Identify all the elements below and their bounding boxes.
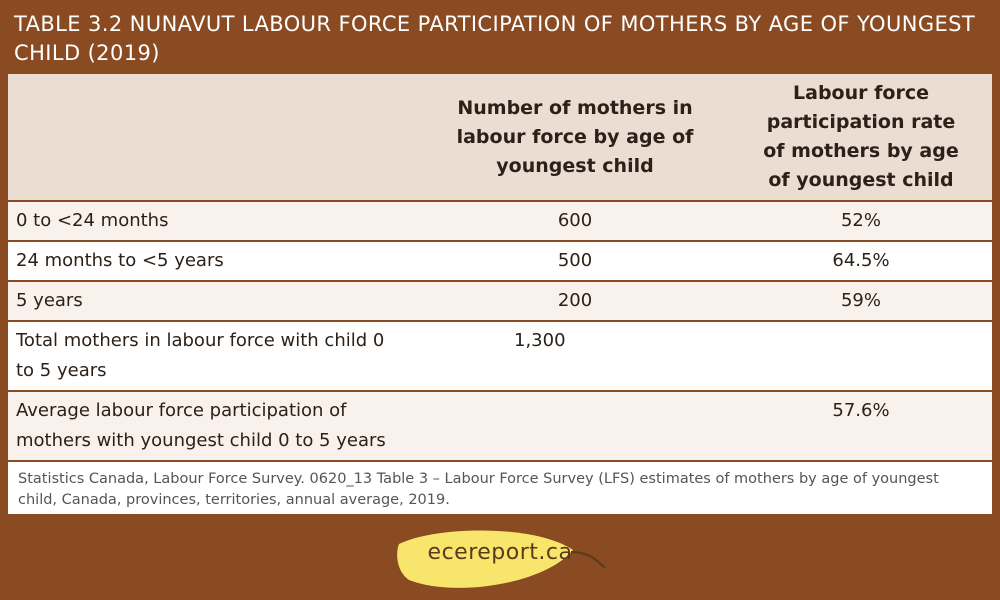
table-row	[8, 241, 992, 281]
header-cell-rate	[730, 74, 992, 201]
row-label: 24 months to <5 years	[8, 241, 420, 281]
data-table	[8, 74, 992, 460]
brand-text: ecereport.ca	[427, 540, 573, 565]
header-row	[8, 74, 992, 201]
row-rate: 57.6%	[730, 391, 992, 460]
brand-logo[interactable]	[395, 524, 615, 596]
table-row	[8, 201, 992, 241]
row-number: 500	[420, 241, 730, 281]
table-row	[8, 281, 992, 321]
row-label: 5 years	[8, 281, 420, 321]
row-rate: 52%	[730, 201, 992, 241]
header-cell-number	[420, 74, 730, 201]
row-rate: 64.5%	[730, 241, 992, 281]
row-number: 1,300	[420, 321, 730, 391]
table-title: TABLE 3.2 NUNAVUT LABOUR FORCE PARTICIPATION OF MOTHERS BY AGE OF YOUNGEST CHILD (2019)	[14, 12, 976, 65]
table-panel	[8, 74, 992, 514]
header-cell-empty	[8, 74, 420, 201]
table-row	[8, 391, 992, 460]
source-note: Statistics Canada, Labour Force Survey. 0620_13 Table 3 – Labour Force Survey (LFS) estimates of mothers by age of youngest child, Canada, provinces, territories, annual average, 2019.	[8, 460, 992, 517]
header-number-text: Number of mothers in labour force by age of youngest child	[456, 96, 694, 177]
row-number	[420, 391, 730, 460]
row-label: Total mothers in labour force with child 0 to 5 years	[8, 321, 420, 391]
row-number: 600	[420, 201, 730, 241]
row-rate: 59%	[730, 281, 992, 321]
header-rate-text: Labour force participation rate of mothers by age of youngest child	[763, 82, 959, 191]
table-row	[8, 321, 992, 391]
row-label: Average labour force participation of mothers with youngest child 0 to 5 years	[8, 391, 420, 460]
row-label: 0 to <24 months	[8, 201, 420, 241]
row-rate	[730, 321, 992, 391]
row-number: 200	[420, 281, 730, 321]
